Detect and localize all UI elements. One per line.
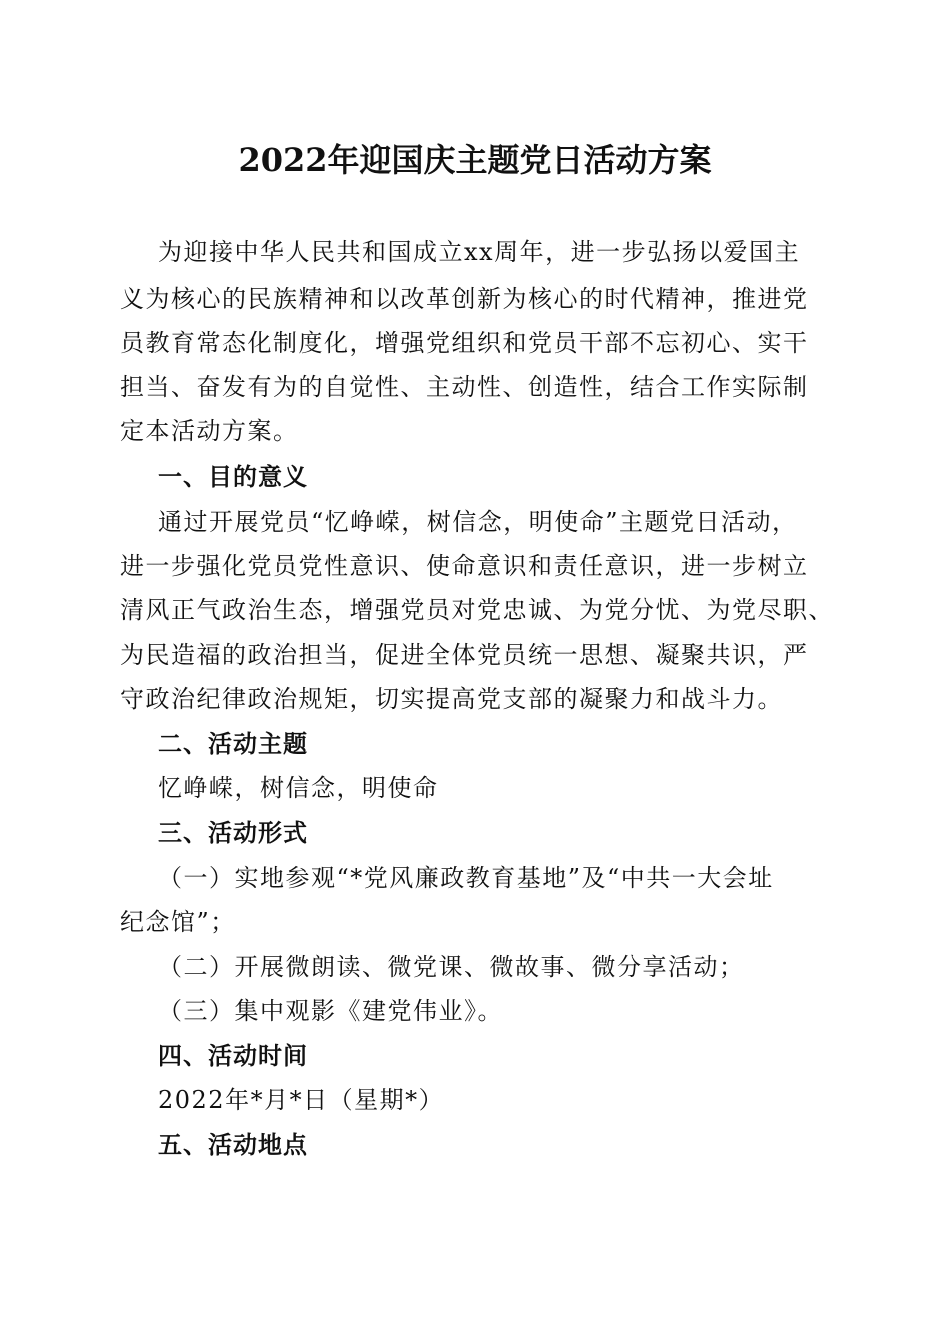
intro-line-2: 义为核心的民族精神和以改革创新为核心的时代精神，推进党 (120, 285, 809, 313)
section-heading-time: 四、活动时间 (158, 1042, 308, 1070)
time-line-1: 2022年*月*日（星期*） (158, 1086, 445, 1114)
purpose-line-3: 清风正气政治生态，增强党员对党忠诚、为党分忧、为党尽职、 (120, 596, 834, 624)
format-line-4: （三）集中观影《建党伟业》。 (158, 997, 503, 1025)
section-heading-theme: 二、活动主题 (158, 730, 308, 758)
document-title: 2022年迎国庆主题党日活动方案 (238, 141, 712, 179)
intro-line-4: 担当、奋发有为的自觉性、主动性、创造性，结合工作实际制 (120, 373, 809, 401)
intro-line-5: 定本活动方案。 (120, 417, 299, 445)
theme-line-1: 忆峥嵘，树信念，明使命 (158, 774, 439, 802)
format-line-1: （一）实地参观“*党风廉政教育基地”及“中共一大会址 (158, 864, 774, 892)
section-heading-purpose: 一、目的意义 (158, 463, 308, 491)
intro-line-1: 为迎接中华人民共和国成立xx周年，进一步弘扬以爱国主 (158, 238, 801, 266)
section-heading-format: 三、活动形式 (158, 819, 308, 847)
section-heading-location: 五、活动地点 (158, 1131, 308, 1159)
purpose-line-4: 为民造福的政治担当，促进全体党员统一思想、凝聚共识，严 (120, 641, 809, 669)
intro-line-3: 员教育常态化制度化，增强党组织和党员干部不忘初心、实干 (120, 329, 809, 357)
purpose-line-1: 通过开展党员“忆峥嵘，树信念，明使命”主题党日活动， (158, 508, 798, 536)
purpose-line-5: 守政治纪律政治规矩，切实提高党支部的凝聚力和战斗力。 (120, 685, 783, 713)
format-line-3: （二）开展微朗读、微党课、微故事、微分享活动； (158, 953, 745, 981)
format-line-2: 纪念馆”； (120, 908, 236, 936)
purpose-line-2: 进一步强化党员党性意识、使命意识和责任意识，进一步树立 (120, 552, 809, 580)
